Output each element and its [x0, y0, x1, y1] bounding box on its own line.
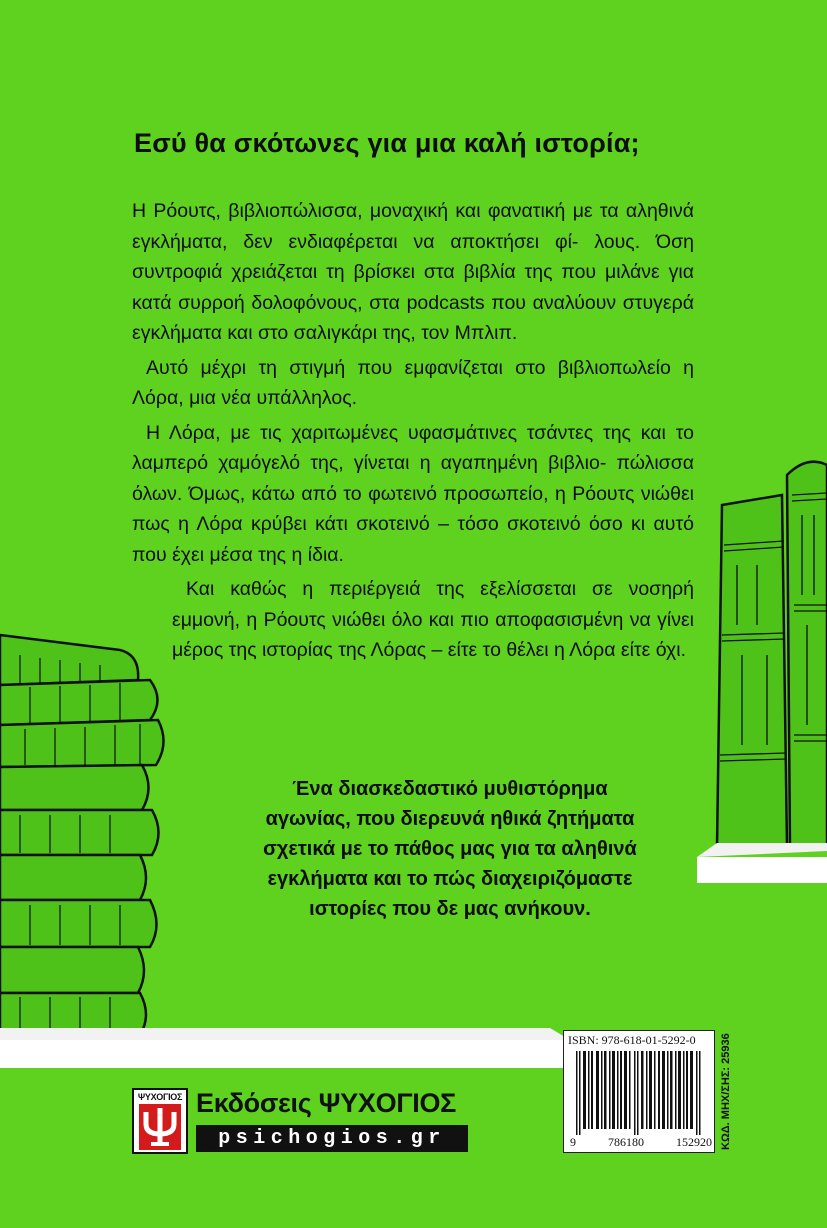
- product-code: ΚΩΔ. ΜΗΧ/ΣΗΣ: 25936: [720, 1033, 732, 1150]
- publisher-block: [132, 1088, 472, 1154]
- blurb-line: σχετικά με το πάθος μας για τα αληθινά: [263, 838, 637, 860]
- publisher-logo: [132, 1088, 188, 1154]
- publisher-url: psichogios.gr: [196, 1125, 468, 1152]
- shelf-bottom: [0, 1028, 570, 1068]
- synopsis-paragraph-4: Και καθώς η περιέργειά της εξελίσσεται σε νοσηρή εμμονή, η Ρόουτς νιώθει όλο και πιο αποφασισμένη να γίνει μέρος της ιστορίας της Λόρας – είτε το θέλει η Λόρα είτε όχι.: [172, 578, 694, 661]
- barcode-digits: [570, 1135, 712, 1150]
- blurb-line: εγκλήματα και το πώς διαχειριζόμαστε: [267, 868, 633, 890]
- books-stack-left: [0, 625, 170, 1035]
- logo-text: ΨΥΧΟΓΙΟΣ: [137, 1092, 183, 1102]
- blurb-line: Ένα διασκεδαστικό μυθιστόρημα: [292, 778, 608, 800]
- barcode-box: [563, 1030, 715, 1153]
- barcode-digit-group-1: 786180: [608, 1135, 644, 1149]
- blurb: [205, 774, 695, 924]
- blurb-line: ιστορίες που δε μας ανήκουν.: [309, 898, 591, 920]
- psi-logo-icon: [139, 1104, 181, 1150]
- barcode-digit-first: 9: [570, 1135, 576, 1149]
- synopsis-paragraph-1: Η Ρόουτς, βιβλιοπώλισσα, μοναχική και φανατική με τα αληθινά εγκλήματα, δεν ενδιαφέρεται να αποκτήσει φί- λους. Όση συντροφιά χρειάζεται τη βρίσκει στα βιβλία της που μιλάνε για κατά συρροή δολοφόνους, στα podcasts που αναλύουν στυγερά εγκλήματα και στο σαλιγκάρι της, τον Μπλιπ.: [132, 200, 694, 344]
- books-upright-right: [712, 455, 827, 847]
- synopsis-paragraph-3: Η Λόρα, με τις χαριτωμένες υφασμάτινες τσάντες της και το λαμπερό χαμόγελό της, γίνεται η αγαπημένη βιβλιο- πώλισσα όλων. Όμως, κάτω από το φωτεινό προσωπείο, η Ρόουτς νιώθει πως η Λόρα κρύβει κάτι σκοτεινό – τόσο σκοτεινό όσο κι αυτό που έχει μέσα της η ίδια.: [132, 421, 694, 566]
- publisher-name: Εκδόσεις ΨΥΧΟΓΙΟΣ: [196, 1088, 457, 1118]
- shelf-right: [697, 843, 827, 883]
- barcode-digit-group-2: 152920: [676, 1135, 712, 1149]
- isbn-label: ISBN: 978-618-01-5292-0: [568, 1033, 696, 1047]
- barcode-icon: [576, 1051, 704, 1135]
- blurb-line: αγωνίας, που διερευνά ηθικά ζητήματα: [265, 808, 635, 830]
- headline: Εσύ θα σκότωνες για μια καλή ιστορία;: [134, 128, 640, 158]
- synopsis-paragraph-2: Αυτό μέχρι τη στιγμή που εμφανίζεται στο βιβλιοπωλείο η Λόρα, μια νέα υπάλληλος.: [132, 356, 694, 409]
- synopsis: [132, 196, 694, 670]
